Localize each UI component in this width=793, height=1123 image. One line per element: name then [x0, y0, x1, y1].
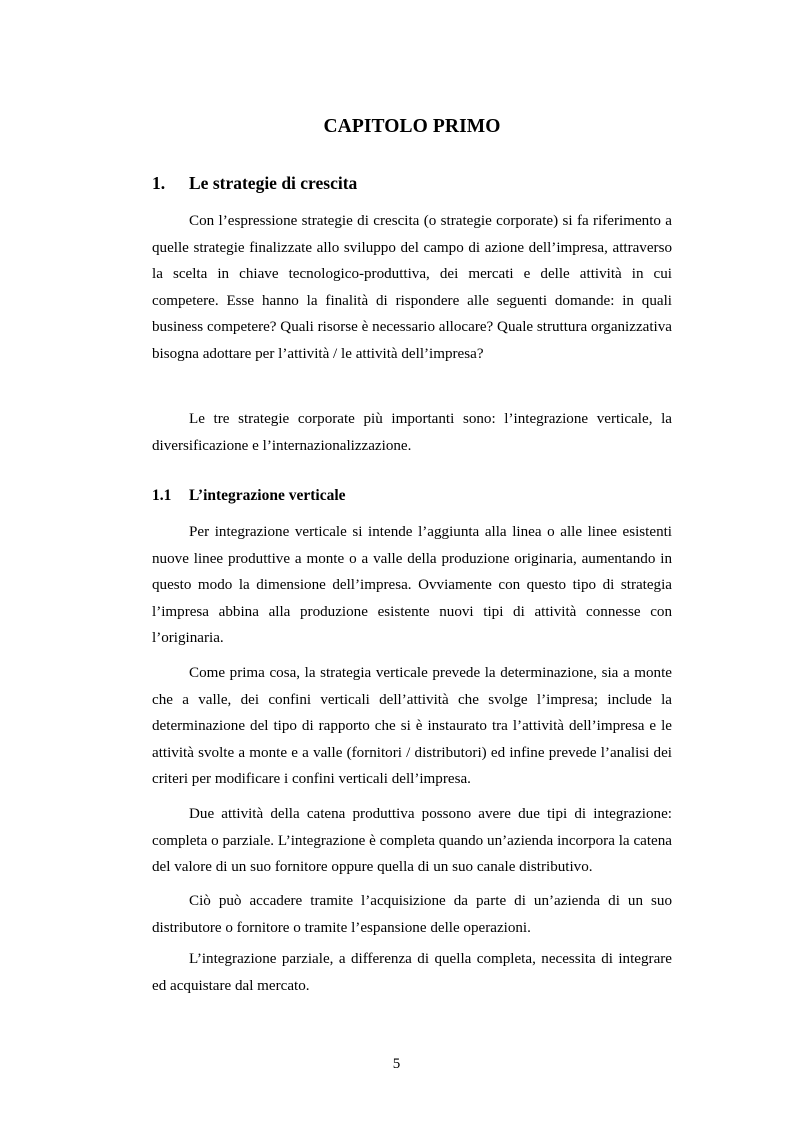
- section-title: Le strategie di crescita: [189, 173, 358, 193]
- page-number: 5: [392, 1056, 401, 1072]
- section-number: 1.: [152, 173, 166, 193]
- subsection-paragraph-1: Per integrazione verticale si intende l’aggiunta alla linea o alle linee esistenti nuove linee produttive a monte o a valle della produzione originaria, aumentando in questo modo la dimensione dell’impresa. Ovviamente con questo tipo di strategia l’impresa abbina alla produzione esistente nuovi tipi di attività connesse con l’originaria.: [152, 524, 672, 646]
- subsection-title: L’integrazione verticale: [189, 487, 346, 504]
- section-paragraph-2: Le tre strategie corporate più importanti sono: l’integrazione verticale, la diversificazione e l’internazionalizzazione.: [152, 411, 672, 454]
- subsection-heading: [152, 487, 672, 505]
- subsection-paragraph-2: Come prima cosa, la strategia verticale prevede la determinazione, sia a monte che a valle, dei confini verticali dell’attività che svolge l’impresa; include la determinazione del tipo di rapporto che si è instaurato tra l’attività dell’impresa e le attività svolte a monte e a valle (fornitori / distributori) ed infine prevede l’analisi dei criteri per modificare i confini verticali dell’impresa.: [152, 665, 672, 787]
- subsection-paragraph-4: Ciò può accadere tramite l’acquisizione da parte di un’azienda di un suo distributore o fornitore o tramite l’espansione delle operazioni.: [152, 893, 672, 936]
- section-paragraph-1: Con l’espressione strategie di crescita (o strategie corporate) si fa riferimento a quelle strategie finalizzate allo sviluppo del campo di azione dell’impresa, attraverso la scelta in chiave tecnologico-produttiva, dei mercati e delle attività in cui competere. Esse hanno la finalità di rispondere alle seguenti domande: in quali business competere? Quali risorse è necessario allocare? Quale struttura organizzativa bisogna adottare per l’attività / le attività dell’impresa?: [152, 213, 672, 362]
- subsection-paragraph-3: Due attività della catena produttiva possono avere due tipi di integrazione: completa o parziale. L’integrazione è completa quando un’azienda incorpora la catena del valore di un suo fornitore oppure quella di un suo canale distributivo.: [152, 806, 672, 875]
- subsection-paragraph-5: L’integrazione parziale, a differenza di quella completa, necessita di integrare ed acquistare dal mercato.: [152, 951, 672, 994]
- subsection-number: 1.1: [152, 487, 172, 504]
- chapter-title: CAPITOLO PRIMO: [323, 116, 501, 137]
- section-heading: [152, 173, 672, 194]
